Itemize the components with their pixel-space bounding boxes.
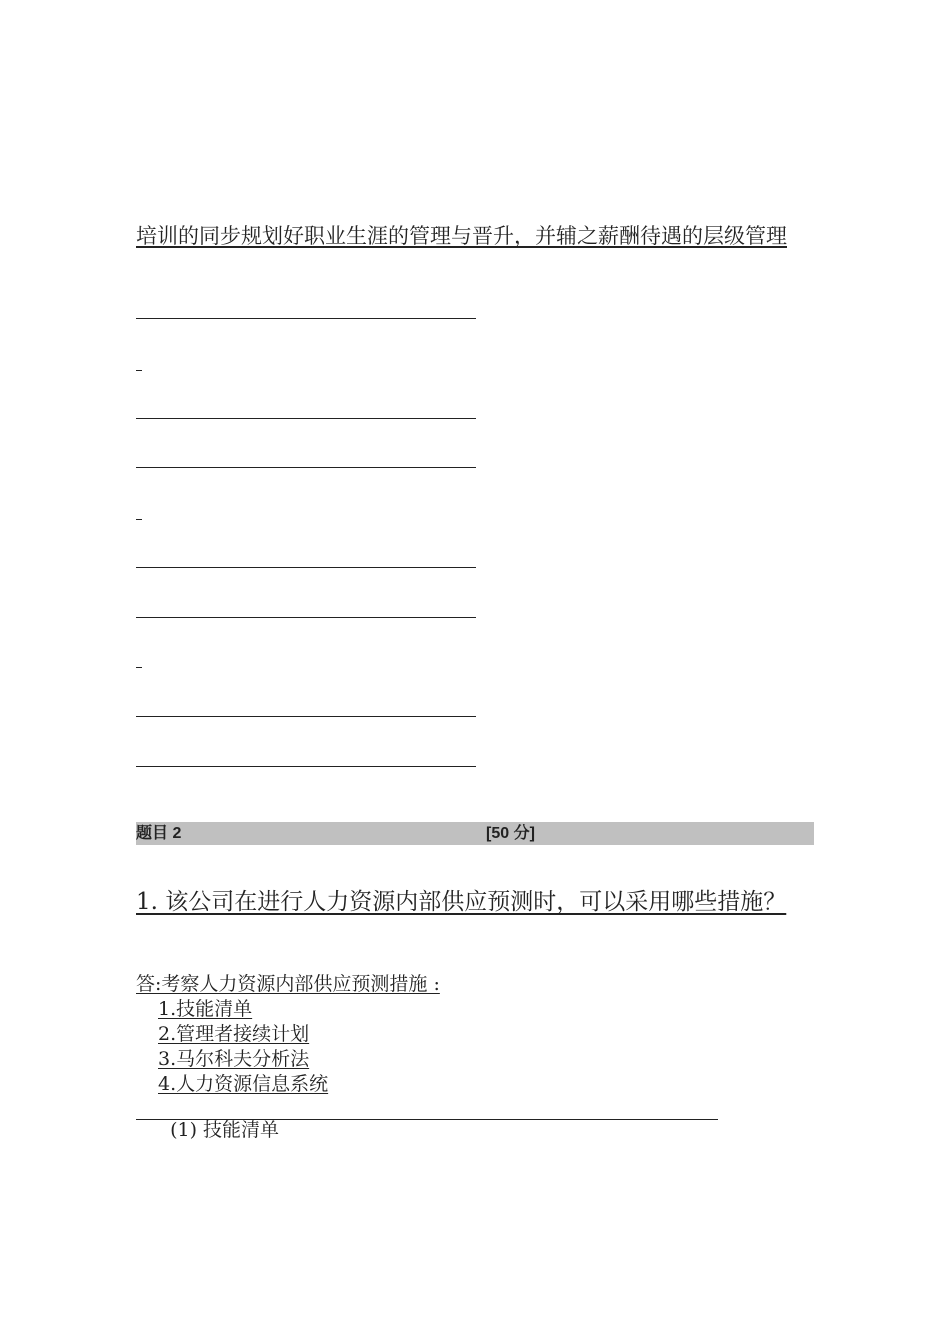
question-score: [50 分] — [486, 825, 535, 842]
answer-list-item: 1.技能清单 — [158, 998, 253, 1020]
question-text: 1. 该公司在进行人力资源内部供应预测时，可以采用哪些措施？ — [136, 889, 787, 915]
blank-answer-line — [136, 567, 476, 568]
answer-sub-item-line — [136, 1097, 718, 1141]
dash-mark — [136, 519, 142, 520]
dash-mark — [136, 370, 142, 371]
blank-answer-line — [136, 418, 476, 419]
blank-answer-line — [136, 318, 476, 319]
answer-intro: 答:考察人力资源内部供应预测措施 : — [136, 973, 440, 995]
answer-list-item: 2.管理者接续计划 — [158, 1023, 310, 1045]
blank-answer-line — [136, 716, 476, 717]
question-header-bar — [136, 822, 814, 845]
answer-paragraph-continued: 培训的同步规划好职业生涯的管理与晋升，并辅之薪酬待遇的层级管理 — [136, 224, 787, 248]
blank-answer-line — [136, 467, 476, 468]
answer-block — [136, 972, 440, 1097]
question-number: 题目 2 — [136, 825, 182, 842]
blank-answer-line — [136, 617, 476, 618]
answer-list-item: 4.人力资源信息系统 — [158, 1073, 329, 1095]
answer-sub-item: (1) 技能清单 — [170, 1119, 280, 1141]
answer-list-item: 3.马尔科夫分析法 — [158, 1048, 310, 1070]
dash-mark — [136, 667, 142, 668]
blank-answer-line — [136, 766, 476, 767]
